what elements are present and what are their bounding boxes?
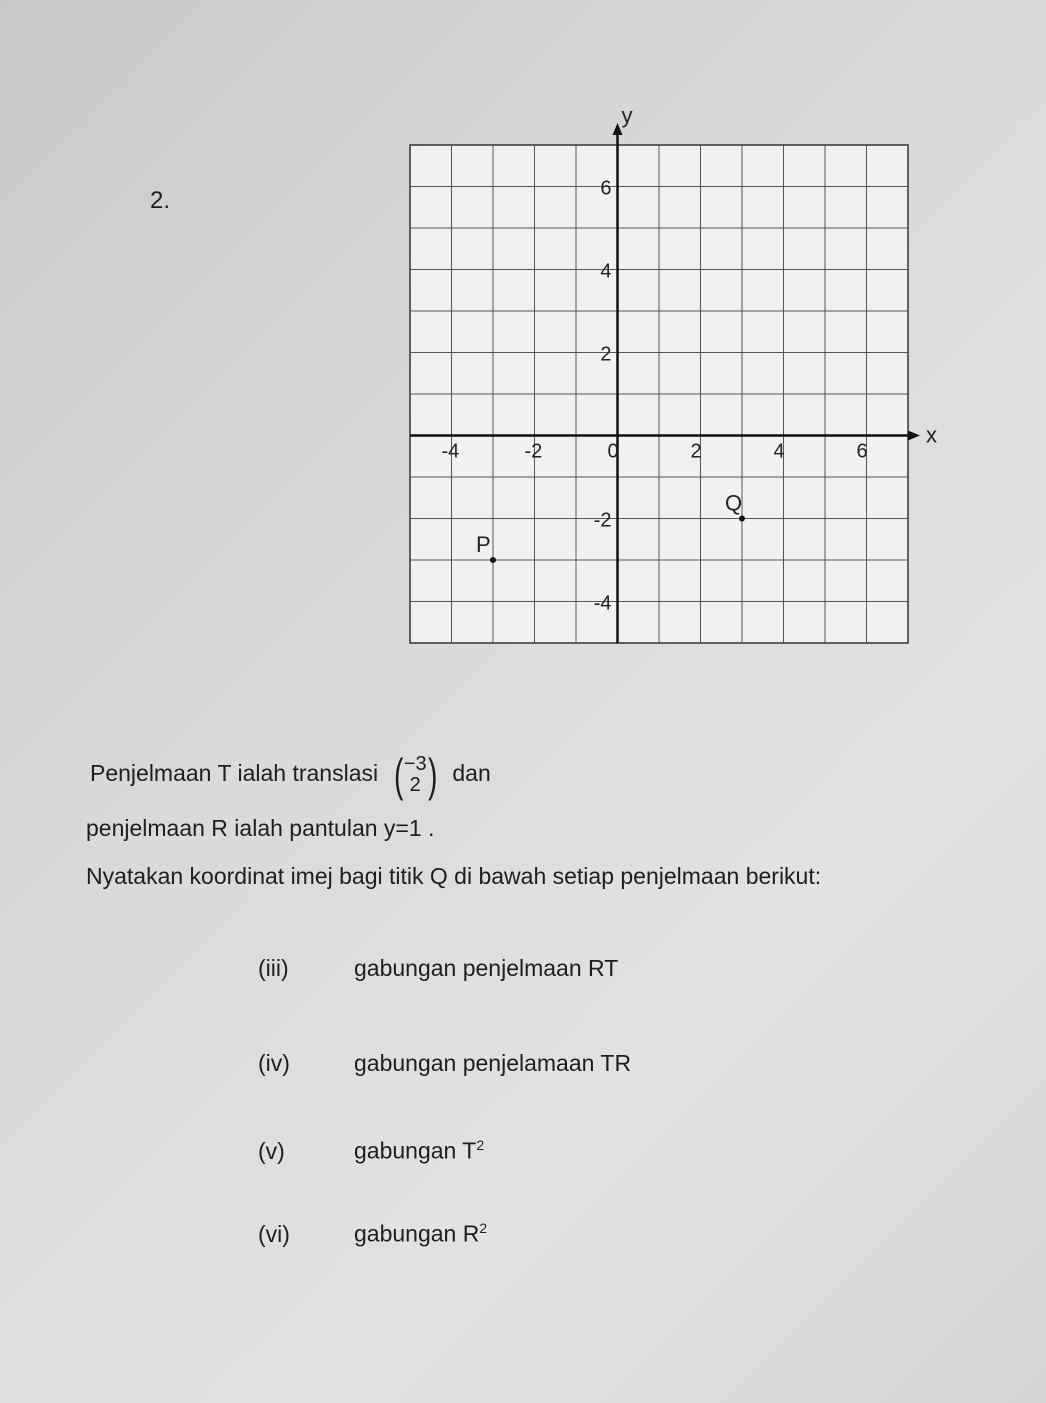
x-tick-label: -2 [524, 440, 543, 463]
item-iv [258, 1050, 631, 1077]
item-vi-exponent: 2 [479, 1220, 488, 1236]
vector-bottom: 2 [409, 774, 421, 796]
translation-statement [90, 749, 491, 801]
y-axis-label: y [621, 110, 633, 128]
item-v-label: (v) [258, 1137, 285, 1164]
x-axis-label: x [926, 422, 937, 448]
reflection-statement: penjelmaan R ialah pantulan y=1 . [86, 815, 435, 841]
y-tick-label: 6 [600, 177, 612, 200]
translation-vector: ( −3 2 ) [393, 749, 437, 801]
coordinate-graph [390, 110, 950, 650]
item-vi [258, 1220, 487, 1248]
translation-text: Penjelmaan T ialah translasi [90, 760, 379, 787]
point-p-marker [490, 557, 496, 563]
instruction: Nyatakan koordinat imej bagi titik Q di bawah setiap penjelmaan berikut: [86, 863, 822, 889]
y-tick-label: -4 [593, 592, 612, 615]
translation-dan: dan [452, 760, 491, 787]
x-tick-label: 4 [773, 440, 785, 463]
point-q-label: Q [725, 490, 743, 516]
item-iv-label: (iv) [258, 1050, 290, 1076]
question-number: 2. [150, 187, 171, 214]
vector-top: −3 [403, 753, 427, 775]
point-q-marker [739, 516, 745, 522]
x-tick-label: 0 [607, 440, 619, 463]
x-tick-label: 6 [856, 440, 868, 463]
item-vi-text: gabungan R [354, 1220, 480, 1247]
x-tick-label: -4 [441, 440, 460, 463]
point-p-label: P [476, 532, 491, 557]
item-iii [258, 955, 618, 982]
item-v-text: gabungan T [354, 1137, 477, 1164]
y-tick-label: 2 [600, 343, 612, 366]
item-vi-label: (vi) [258, 1220, 290, 1247]
item-iv-text: gabungan penjelamaan TR [354, 1050, 632, 1076]
x-tick-label: 2 [690, 440, 702, 463]
y-tick-label: 4 [600, 260, 612, 283]
item-v-exponent: 2 [476, 1137, 485, 1153]
x-axis-arrow-icon [908, 431, 920, 441]
grid-lines [410, 145, 908, 643]
item-iii-text: gabungan penjelmaan RT [354, 955, 619, 981]
y-tick-label: -2 [593, 509, 612, 532]
item-v [258, 1137, 484, 1165]
item-iii-label: (iii) [258, 955, 289, 981]
